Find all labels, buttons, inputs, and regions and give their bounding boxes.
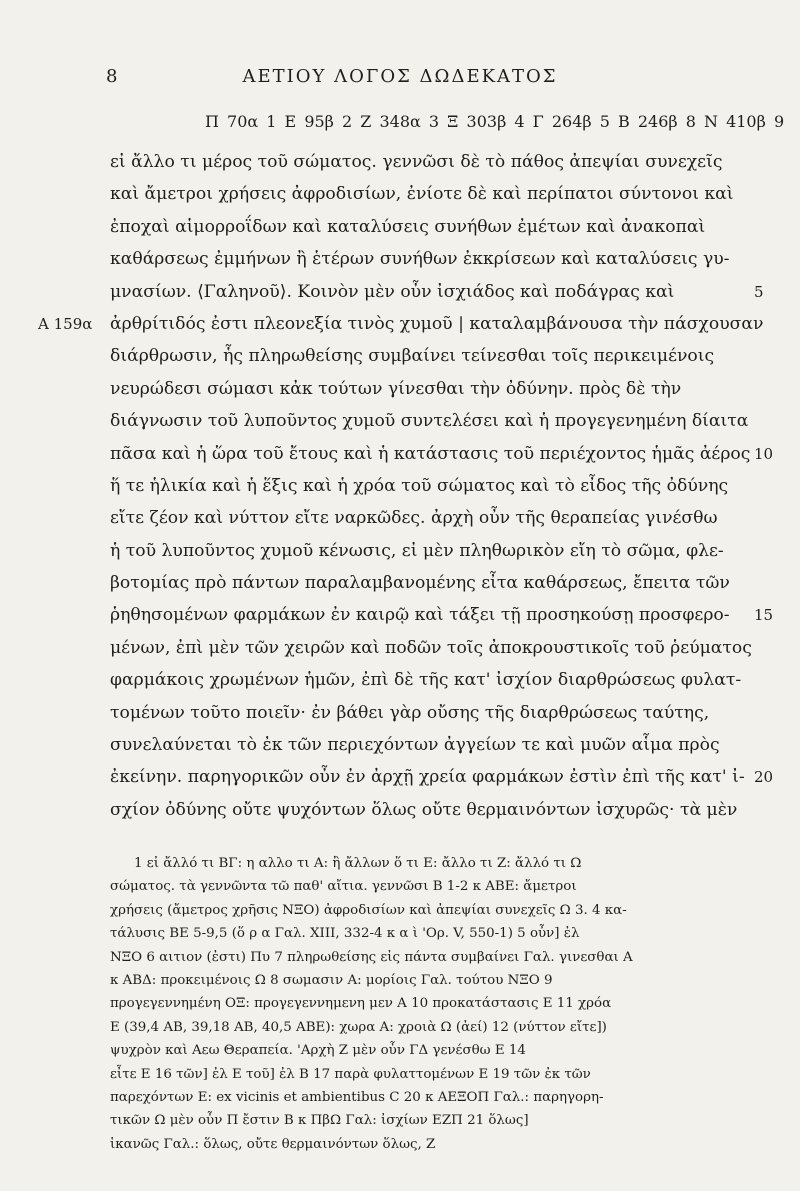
apparatus-line: κ ΑΒΔ: προκειμένοις Ω 8 σωμασιν Α: μορίοις Γαλ. τούτου ΝΞΟ 9 [110,972,553,988]
line-number-5: 5 [754,282,764,301]
margin-reference: Α 159α [38,314,93,333]
text-line: Α 159α ἀρθρίτιδός ἐστι πλεονεξία τινὸς χυμοῦ | καταλαμβάνουσα τὴν πάσχουσαν [110,308,770,340]
critical-apparatus [110,852,760,1156]
text-line: σχίον ὀδύνης οὔτε ψυχόντων ὅλως οὔτε θερμαινόντων ἰσχυρῶς· τὰ μὲν [110,799,738,820]
apparatus-line: χρήσεις (ἄμετρος χρῆσις ΝΞΟ) ἀφροδισίων καὶ ἀπεψίαι συνεχεῖς Ω 3. 4 κα- [110,902,627,918]
text-line: ἐποχαὶ αἱμορροΐδων καὶ καταλύσεις συνήθων ἐμέτων καὶ ἀνακοπαὶ [110,216,706,237]
apparatus-line: ψυχρὸν καὶ Αεω Θεραπεία. 'Αρχὴ Ζ μὲν οὖν ΓΔ γενέσθω Ε 14 [110,1043,526,1059]
apparatus-line: τικῶν Ω μὲν οὖν Π ἔστιν Β κ ΠβΩ Γαλ: ἰσχίων ΕΖΠ 21 ὅλως] [110,1113,529,1129]
apparatus-line: προγεγεννημένη ΟΞ: προγεγεννημενη μεν Α 10 προκατάστασις Ε 11 χρόα [110,996,612,1012]
text-line: συνελαύνεται τὸ ἐκ τῶν περιεχόντων ἀγγείων τε καὶ μυῶν αἷμα πρὸς [110,735,720,756]
manuscript-sigla: Π 70α 1 Ε 95β 2 Ζ 348α 3 Ξ 303β 4 Γ 264β 5 Β 246β 8 Ν 410β 9 [205,112,785,131]
text-line: ἐκείνην. παρηγορικῶν οὖν ἐν ἀρχῇ χρεία φαρμάκων ἐστὶν ἐπὶ τῆς κατ' ἰ- 20 [110,761,770,793]
text-line: μνασίων. ⟨Γαληνοῦ⟩. Κοινὸν μὲν οὖν ἰσχιάδος καὶ ποδάγρας καὶ 5 [110,276,770,308]
apparatus-line: παρεχόντων Ε: ex vicinis et ambientibus C 20 κ ΑΕΞΟΠ Γαλ.: παρηγορη- [110,1089,604,1105]
line-number-20: 20 [754,768,774,787]
text-line: ἥ τε ἡλικία καὶ ἡ ἕξις καὶ ἡ χρόα τοῦ σώματος καὶ τὸ εἶδος τῆς ὀδύνης [110,475,729,496]
text-line: ῥηθησομένων φαρμάκων ἐν καιρῷ καὶ τάξει τῇ προσηκούσῃ προσφερο- 15 [110,599,770,631]
text-line: φαρμάκοις χρωμένων ἡμῶν, ἐπὶ δὲ τῆς κατ' ἰσχίον διαρθρώσεως φυλατ- [110,670,742,691]
text-line: καὶ ἄμετροι χρήσεις ἀφροδισίων, ἐνίοτε δὲ καὶ περίπατοι σύντονοι καὶ [110,184,734,205]
text-line: διάγνωσιν τοῦ λυποῦντος χυμοῦ συντελέσει καὶ ἡ προγεγενημένη δίαιτα [110,411,749,432]
running-title: ΑΕΤΙΟΥ ΛΟΓΟΣ ΔΩΔΕΚΑΤΟΣ [242,66,558,87]
text-line: διάρθρωσιν, ἧς πληρωθείσης συμβαίνει τείνεσθαι τοῖς περικειμένοις [110,346,715,367]
apparatus-line: σώματος. τὰ γεννῶντα τῶ παθ' αἴτια. γεννῶσι Β 1-2 κ ΑΒΕ: ἄμετροι [110,879,577,895]
apparatus-line: τάλυσις ΒΕ 5-9,5 (ὅ ρ α Γαλ. XIII, 332-4 κ α ὶ 'Ορ. V, 550-1) 5 οὖν] ἐλ [110,926,580,942]
apparatus-line: Ε (39,4 ΑΒ, 39,18 ΑΒ, 40,5 ΑΒΕ): χωρα Α: χροιὰ Ω (ἀεί) 12 (νύττον εἴτε]) [110,1019,607,1035]
page-number: 8 [106,66,118,87]
line-number-15: 15 [754,606,774,625]
text-line: ἡ τοῦ λυποῦντος χυμοῦ κένωσις, εἰ μὲν πληθωρικὸν εἴη τὸ σῶμα, φλε- [110,540,724,561]
apparatus-line: ΝΞΟ 6 αιτιον (ἐστι) Πυ 7 πληρωθείσης εἰς πάντα συμβαίνει Γαλ. γινεσθαι Α [110,949,633,965]
text-line: βοτομίας πρὸ πάντων παραλαμβανομένης εἶτα καθάρσεως, ἔπειτα τῶν [110,573,730,594]
text-line: εἰ ἄλλο τι μέρος τοῦ σώματος. γεννῶσι δὲ τὸ πάθος ἀπεψίαι συνεχεῖς [110,152,723,172]
main-text [38,146,774,826]
apparatus-line: ἱκανῶς Γαλ.: ὅλως, οὔτε θερμαινόντων ὅλως, Ζ [110,1136,436,1152]
text-line: νευρώδεσι σώμασι κἀκ τούτων γίνεσθαι τὴν ὀδύνην. πρὸς δὲ τὴν [110,378,682,399]
text-line: εἴτε ζέον καὶ νύττον εἴτε ναρκῶδες. ἀρχὴ οὖν τῆς θεραπείας γινέσθω [110,508,718,529]
text-line: μένων, ἐπὶ μὲν τῶν χειρῶν καὶ ποδῶν τοῖς ἀποκρουστικοῖς τοῦ ῥεύματος [110,637,752,658]
text-line: τομένων τοῦτο ποιεῖν· ἐν βάθει γὰρ οὔσης τῆς διαρθρώσεως ταύτης, [110,702,710,723]
apparatus-line: 1 εἰ ἄλλό τι ΒΓ: η αλλο τι Α: ἢ ἄλλων ὅ τι Ε: ἄλλο τι Ζ: ἄλλό τι Ω [134,856,582,871]
line-number-10: 10 [754,444,774,463]
apparatus-line: εἶτε Ε 16 τῶν] ἐλ Ε τοῦ] ἐλ Β 17 παρὰ φυλαττομένων Ε 19 τῶν ἐκ τῶν [110,1066,591,1082]
text-line: καθάρσεως ἐμμήνων ἢ ἑτέρων συνήθων ἐκκρίσεων καὶ καταλύσεις γυ- [110,249,730,270]
text-line: πᾶσα καὶ ἡ ὥρα τοῦ ἔτους καὶ ἡ κατάστασις τοῦ περιέχοντος ἡμᾶς ἀέρος 10 [110,438,770,470]
